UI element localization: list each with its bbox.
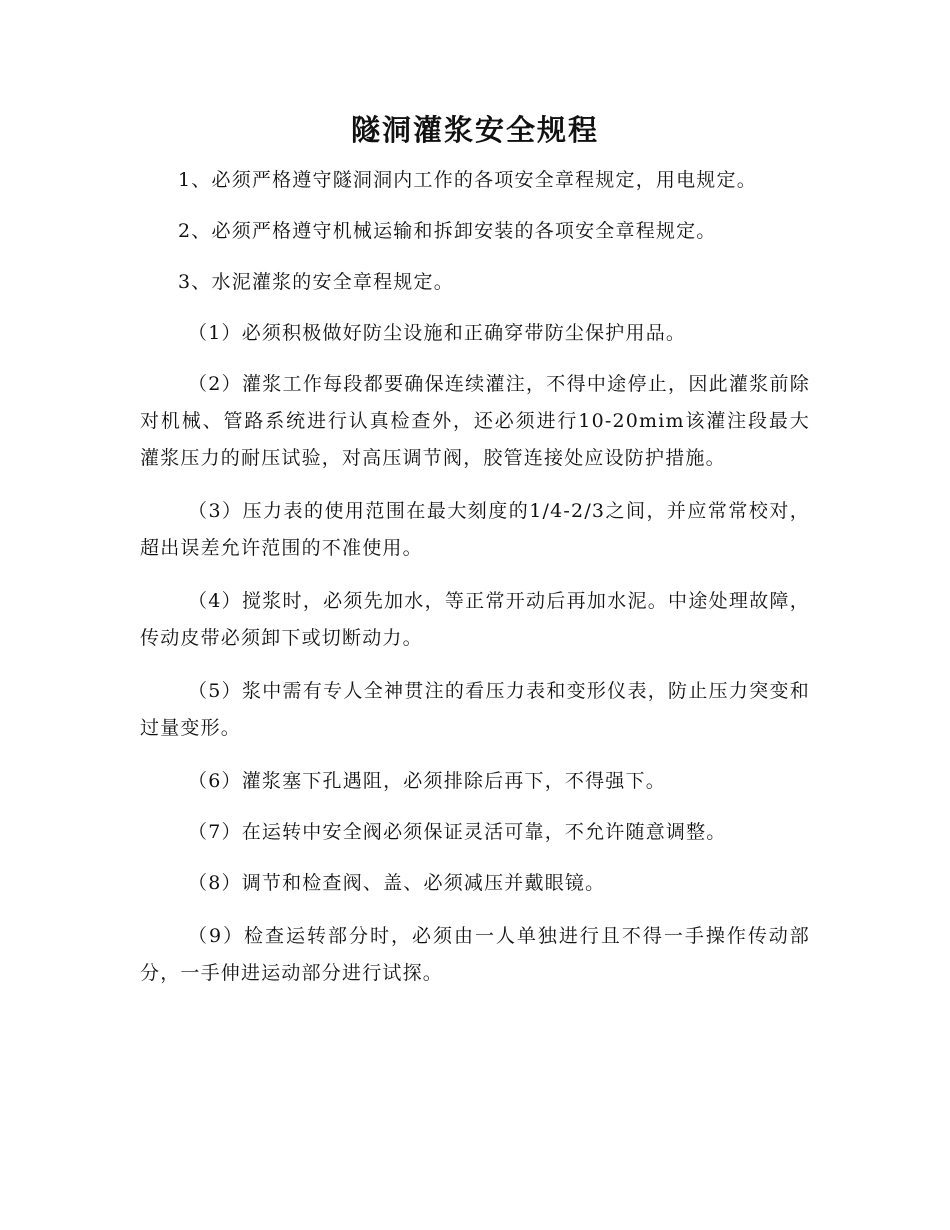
- rule-paragraph-2: 2、必须严格遵守机械运输和拆卸安装的各项安全章程规定。: [178, 220, 717, 242]
- rule-paragraph-1: 1、必须严格遵守隧洞洞内工作的各项安全章程规定，用电规定。: [178, 169, 757, 191]
- document-body: [140, 162, 810, 992]
- subrule-paragraph-4: （4）搅浆时，必须先加水，等正常开动后再加水泥。中途处理故障，传动皮带必须卸下或切断动力。: [140, 590, 810, 649]
- subrule-paragraph-8: （8）调节和检查阀、盖、必须减压并戴眼镜。: [188, 872, 606, 894]
- subrule-paragraph-7: （7）在运转中安全阀必须保证灵活可靠，不允许随意调整。: [188, 821, 727, 843]
- rule-paragraph-3: 3、水泥灌浆的安全章程规定。: [178, 271, 454, 293]
- subrule-paragraph-9: （9）检查运转部分时，必须由一人单独进行且不得一手操作传动部分，一手伸进运动部分进行试探。: [140, 925, 810, 984]
- subrule-paragraph-3: （3）压力表的使用范围在最大刻度的1/4-2/3之间，并应常常校对，超出误差允许范围的不准使用。: [140, 500, 810, 559]
- subrule-paragraph-5: （5）浆中需有专人全神贯注的看压力表和变形仪表，防止压力突变和过量变形。: [140, 680, 810, 739]
- subrule-paragraph-2: （2）灌浆工作每段都要确保连续灌注，不得中途停止，因此灌浆前除对机械、管路系统进行认真检查外，还必须进行10-20mim该灌注段最大灌浆压力的耐压试验，对高压调节阀，胶管连接处应设防护措施。: [140, 373, 810, 469]
- subrule-paragraph-6: （6）灌浆塞下孔遇阻，必须排除后再下，不得强下。: [188, 770, 666, 792]
- subrule-paragraph-1: （1）必须积极做好防尘设施和正确穿带防尘保护用品。: [188, 322, 687, 344]
- document-title: 隧洞灌浆安全规程: [350, 113, 599, 147]
